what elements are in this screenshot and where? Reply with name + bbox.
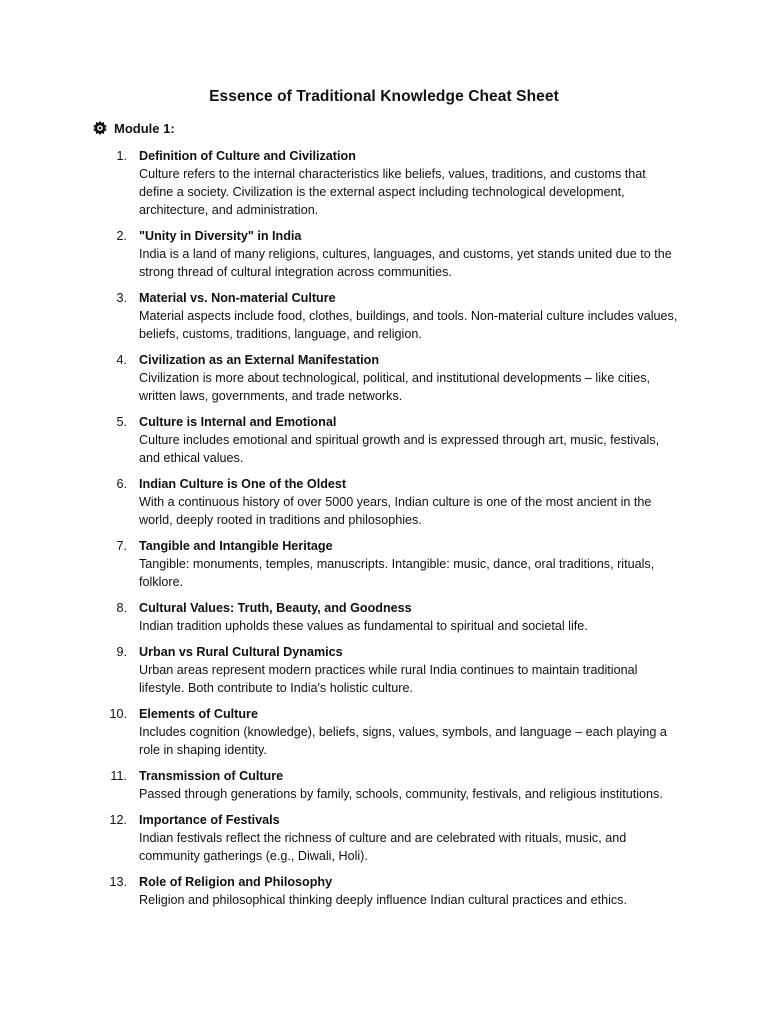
item-number: 12. — [109, 813, 127, 827]
list-item — [0, 289, 768, 343]
module-label: Module 1: — [114, 120, 175, 136]
item-number: 10. — [109, 707, 127, 721]
page-title: Essence of Traditional Knowledge Cheat Sheet — [209, 88, 559, 105]
list-item — [0, 351, 768, 405]
item-number: 3. — [116, 291, 127, 305]
item-title: Role of Religion and Philosophy — [139, 875, 333, 889]
item-description: Indian festivals reflect the richness of culture and are celebrated with rituals, music, and community gatherings (e.g., Diwali, Holi). — [139, 831, 627, 863]
item-title: Urban vs Rural Cultural Dynamics — [139, 645, 343, 659]
list-item — [0, 475, 768, 529]
item-description: Culture refers to the internal characteristics like beliefs, values, traditions, and customs that define a society. Civilization is the external aspect including technological development, architecture, and administration. — [139, 167, 646, 217]
list-item — [0, 873, 768, 909]
item-number: 13. — [109, 875, 127, 889]
item-title: Transmission of Culture — [139, 769, 284, 783]
item-number: 7. — [116, 539, 127, 553]
item-description: Material aspects include food, clothes, buildings, and tools. Non-material culture includes values, beliefs, customs, traditions, language, and religion. — [139, 309, 678, 341]
item-description: India is a land of many religions, cultures, languages, and customs, yet stands united due to the strong thread of cultural integration across communities. — [139, 247, 672, 279]
item-description: Urban areas represent modern practices while rural India continues to maintain traditional lifestyle. Both contribute to India's holistic culture. — [139, 663, 638, 695]
item-title: Culture is Internal and Emotional — [139, 415, 337, 429]
item-title: Elements of Culture — [139, 707, 258, 721]
item-title: Cultural Values: Truth, Beauty, and Goodness — [139, 601, 412, 615]
item-description: Tangible: monuments, temples, manuscripts. Intangible: music, dance, oral traditions, rituals, folklore. — [139, 557, 655, 589]
list-item — [0, 537, 768, 591]
item-title: Importance of Festivals — [139, 813, 280, 827]
item-title: Indian Culture is One of the Oldest — [139, 477, 347, 491]
gear-icon — [92, 120, 108, 136]
item-description: Includes cognition (knowledge), beliefs, signs, values, symbols, and language – each playing a role in shaping identity. — [139, 725, 667, 757]
item-number: 2. — [116, 229, 127, 243]
list-item — [0, 599, 768, 635]
item-description: Religion and philosophical thinking deeply influence Indian cultural practices and ethics. — [139, 893, 627, 907]
list-item — [0, 643, 768, 697]
item-title: "Unity in Diversity" in India — [139, 229, 302, 243]
list-item — [0, 811, 768, 865]
item-description: With a continuous history of over 5000 years, Indian culture is one of the most ancient in the world, deeply rooted in traditions and philosophies. — [139, 495, 652, 527]
list-item — [0, 147, 768, 219]
item-number: 4. — [116, 353, 127, 367]
list-item — [0, 705, 768, 759]
item-number: 11. — [110, 769, 127, 783]
item-number: 6. — [116, 477, 127, 491]
item-number: 5. — [116, 415, 127, 429]
item-title: Tangible and Intangible Heritage — [139, 539, 333, 553]
list-item — [0, 413, 768, 467]
item-list — [0, 147, 768, 917]
item-description: Indian tradition upholds these values as fundamental to spiritual and societal life. — [139, 619, 588, 633]
module-heading — [92, 120, 175, 136]
list-item — [0, 227, 768, 281]
item-description: Passed through generations by family, schools, community, festivals, and religious institutions. — [139, 787, 663, 801]
item-description: Civilization is more about technological, political, and institutional developments – like cities, written laws, governments, and trade networks. — [139, 371, 651, 403]
item-description: Culture includes emotional and spiritual growth and is expressed through art, music, festivals, and ethical values. — [139, 433, 660, 465]
item-number: 8. — [116, 601, 127, 615]
item-title: Civilization as an External Manifestation — [139, 353, 380, 367]
item-number: 9. — [116, 645, 127, 659]
item-title: Definition of Culture and Civilization — [139, 149, 356, 163]
item-number: 1. — [116, 149, 127, 163]
item-title: Material vs. Non-material Culture — [139, 291, 336, 305]
list-item — [0, 767, 768, 803]
